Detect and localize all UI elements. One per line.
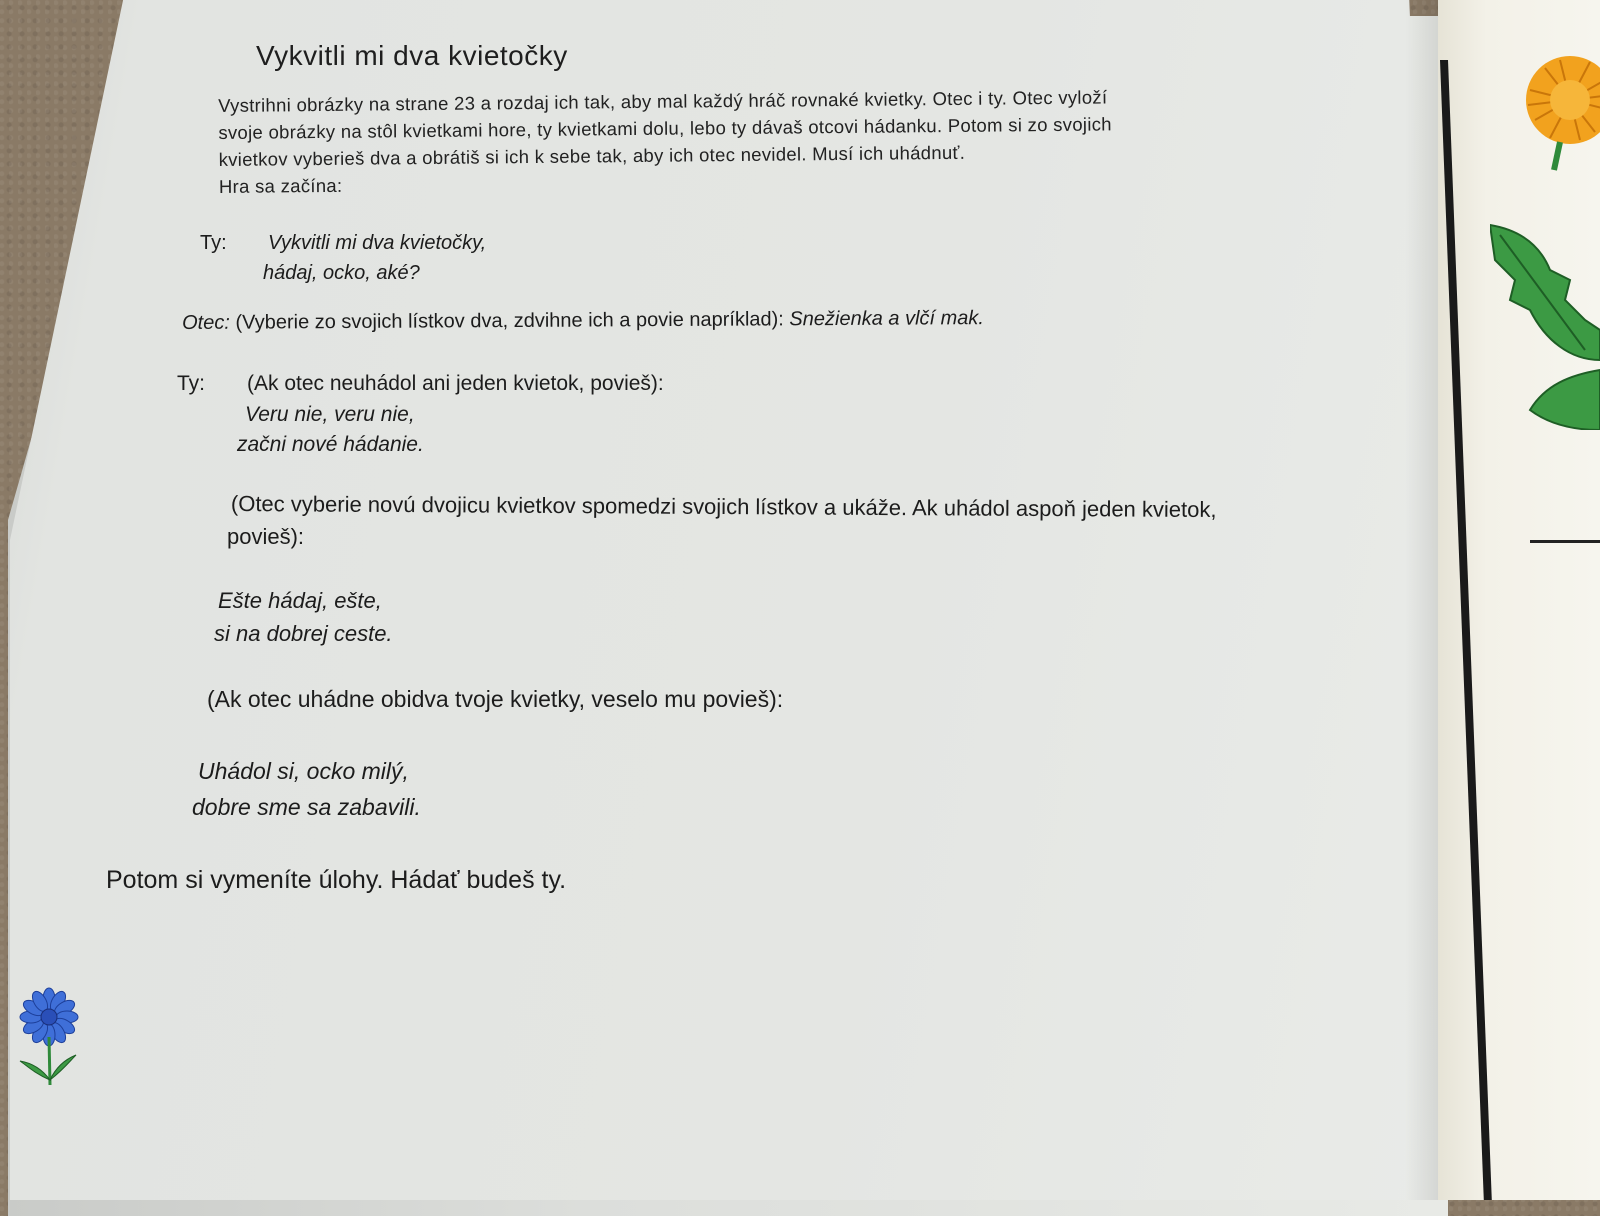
intro-paragraph [218,81,1409,200]
page-divider-line [1530,540,1600,543]
otec-example: Snežienka a vlčí mak. [789,307,984,331]
speaker-ty-2: Ty: [177,372,206,395]
verse2-line2: začni nové hádanie. [237,433,424,456]
verse4-line2: dobre sme sa zabavili. [192,794,421,820]
speaker-ty-1: Ty: [200,232,227,254]
speaker-otec: Otec: [182,311,230,334]
intro-line: kvietkov vyberieš dva a obrátiš si ich k sebe tak, aby ich otec nevidel. Musí ich uhádnuť. [218,141,966,170]
note2-line1: (Otec vyberie novú dvojicu kvietkov spomedzi svojich lístkov a ukáže. Ak uhádol aspoň jeden kvietok, [230,491,1217,523]
verse3-line2: si na dobrej ceste. [214,621,393,646]
verse2-line1: Veru nie, veru nie, [245,403,415,426]
dandelion-illustration [1490,30,1600,430]
note2-line2: povieš): [227,524,305,549]
cornflower-icon [14,985,84,1095]
page-title: Vykvitli mi dva kvietočky [256,40,568,71]
verse2-note: (Ak otec neuhádol ani jeden kvietok, povieš): [247,372,664,395]
intro-line: svoje obrázky na stôl kvietkami hore, ty kvietkami dolu, lebo ty dávaš otcovi hádanku. Potom si zo svojich [218,113,1112,143]
verse3-line1: Ešte hádaj, ešte, [218,588,382,613]
verse1-line2: hádaj, ocko, aké? [263,262,420,284]
verse4-line1: Uhádol si, ocko milý, [198,758,409,784]
note3: (Ak otec uhádne obidva tvoje kvietky, veselo mu povieš): [207,686,784,712]
intro-line: Vystrihni obrázky na strane 23 a rozdaj ich tak, aby mal každý hráč rovnaké kvietky. Otec i ty. Otec vyloží [218,86,1108,116]
otec-line [182,307,984,335]
intro-line: Hra sa začína: [218,174,343,197]
verse1-line1: Vykvitli mi dva kvietočky, [268,232,487,254]
closing-line: Potom si vymeníte úlohy. Hádať budeš ty. [106,866,567,894]
otec-instruction: (Vyberie zo svojich lístkov dva, zdvihne ich a povie napríklad): [235,308,784,334]
